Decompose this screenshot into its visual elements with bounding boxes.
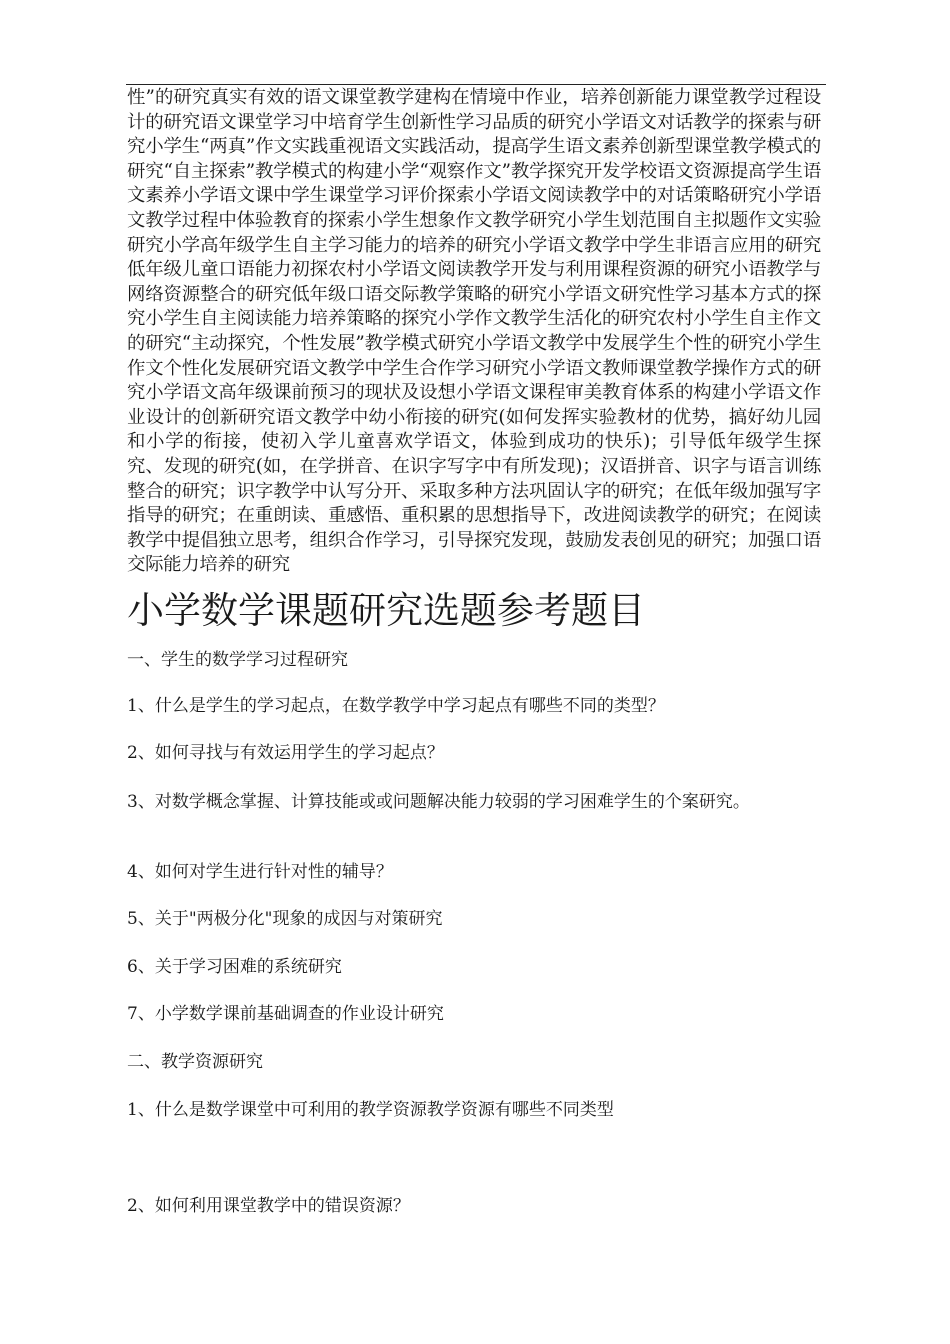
list-item: 2、如何利用课堂教学中的错误资源？ [127,1196,410,1216]
section-title-two: 二、教学资源研究 [127,1052,263,1072]
list-item: 6、关于学习困难的系统研究 [127,957,342,977]
list-item: 3、对数学概念掌握、计算技能或或问题解决能力较弱的学习困难学生的个案研究。 [127,792,750,812]
list-item: 1、什么是数学课堂中可利用的教学资源教学资源有哪些不同类型 [127,1100,614,1120]
body-paragraph: 性”的研究真实有效的语文课堂教学建构在情境中作业，培养创新能力课堂教学过程设计的研究语文课堂学习中培育学生创新性学习品质的研究小学语文对话教学的探索与研究小学生“两真”作文实践重视语文实践活动，提高学生语文素养创新型课堂教学模式的研究“自主探索”教学模式的构建小学“观察作文”教学探究开发学校语文资源提高学生语文素养小学语文课中学生课堂学习评价探索小学语文阅读教学中的对话策略研究小学语文教学过程中体验教育的探索小学生想象作文教学研究小学生划范围自主拟题作文实验研究小学高年级学生自主学习能力的培养的研究小学语文教学中学生非语言应用的研究低年级儿童口语能力初探农村小学语文阅读教学开发与利用课程资源的研究小语教学与网络资源整合的研究低年级口语交际教学策略的研究小学语文研究性学习基本方式的探究小学生自主阅读能力培养策略的探究小学作文教学生活化的研究农村小学生自主作文的研究“主动探究，个性发展”教学模式研究小学语文教学中发展学生个性的研究小学生作文个性化发展研究语文教学中学生合作学习研究小学语文教师课堂教学操作方式的研究小学语文高年级课前预习的现状及设想小学语文课程审美教育体系的构建小学语文作业设计的创新研究语文教学中幼小衔接的研究(如何发挥实验教材的优势，搞好幼儿园和小学的衔接，使初入学儿童喜欢学语文，体验到成功的快乐)；引导低年级学生探究、发现的研究(如，在学拼音、在识字写字中有所发现)；汉语拼音、识字与语言训练整合的研究；识字教学中认写分开、采取多种方法巩固认字的研究；在低年级加强写字指导的研究；在重朗读、重感悟、重积累的思想指导下，改进阅读教学的研究；在阅读教学中提倡独立思考，组织合作学习，引导探究发现，鼓励发表创见的研究；加强口语交际能力培养的研究 [127,87,821,576]
list-item: 4、如何对学生进行针对性的辅导？ [127,862,393,882]
list-item: 5、关于"两极分化"现象的成因与对策研究 [127,909,443,929]
section-title-one: 一、学生的数学学习过程研究 [127,650,348,670]
section-heading: 小学数学课题研究选题参考题目 [127,589,645,632]
list-item: 1、什么是学生的学习起点，在数学教学中学习起点有哪些不同的类型？ [127,696,665,716]
list-item: 2、如何寻找与有效运用学生的学习起点？ [127,743,444,763]
header-rule [126,84,826,85]
list-item: 7、小学数学课前基础调查的作业设计研究 [127,1004,444,1024]
